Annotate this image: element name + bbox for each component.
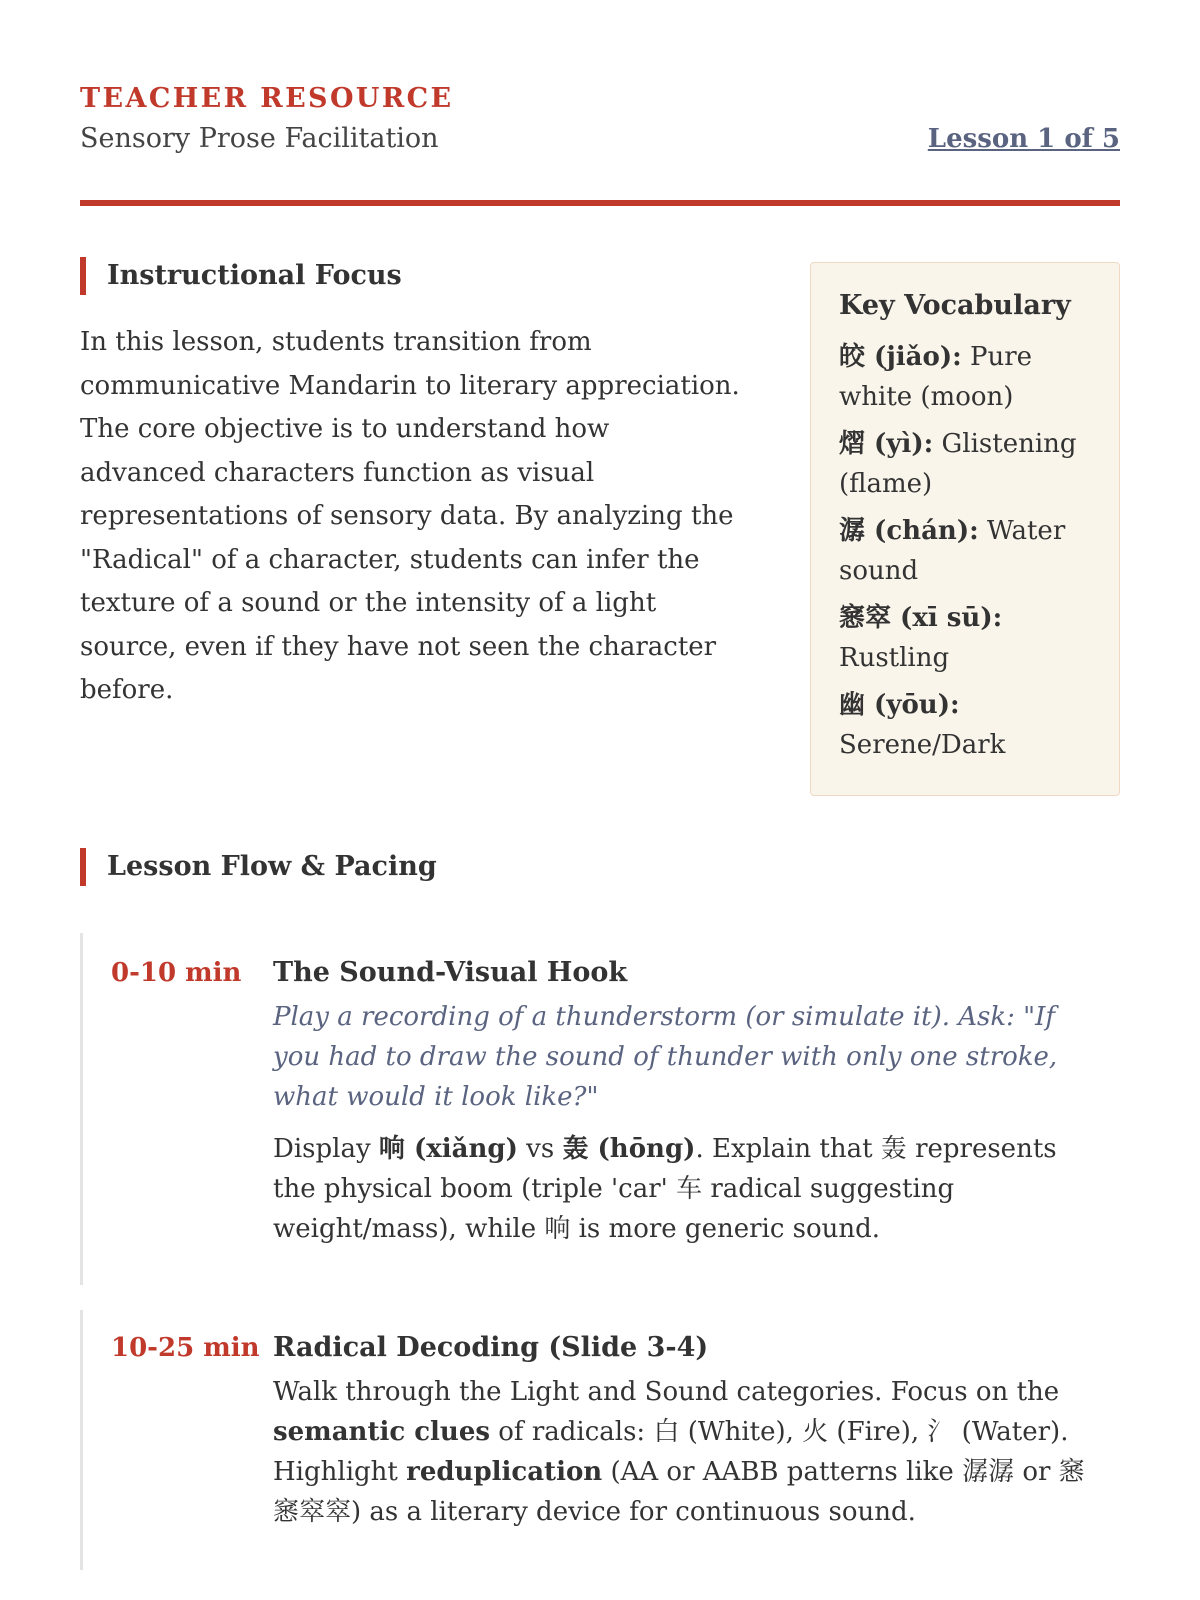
instructional-focus-heading: Instructional Focus xyxy=(80,257,402,295)
lesson-progress-link[interactable]: Lesson 1 of 5 xyxy=(927,124,1120,154)
vocab-meaning: Glistening (flame) xyxy=(839,429,1077,499)
step-description: Walk through the Light and Sound categories. Focus on the semantic clues of radicals: 白 (White), 火 (Fire), 氵 (Water). Highlight reduplication (AA or AABB patterns like 潺潺 or 窸窸窣窣) as a literary device for continuous sound. xyxy=(273,1377,1085,1527)
step-body xyxy=(273,1328,1093,1532)
step-title: Radical Decoding (Slide 3-4) xyxy=(273,1332,709,1363)
vocabulary-title: Key Vocabulary xyxy=(839,290,1071,321)
step-time: 10-25 min xyxy=(111,1333,260,1363)
vocab-item xyxy=(839,511,1091,591)
resource-eyebrow: TEACHER RESOURCE xyxy=(80,83,454,114)
header-divider xyxy=(80,200,1120,206)
vocab-meaning: Serene/Dark xyxy=(839,730,1006,760)
vocab-term: 窸窣 (xī sū): xyxy=(839,603,1003,633)
vocab-item xyxy=(839,598,1091,678)
vocab-item xyxy=(839,337,1091,417)
step-title: The Sound-Visual Hook xyxy=(273,957,628,988)
page-subtitle: Sensory Prose Facilitation xyxy=(80,123,439,154)
instructional-focus-body: In this lesson, students transition from communicative Mandarin to literary appreciation. The core objective is to understand how advanced characters function as visual representations of sensory data. By analyzing the "Radical" of a character, students can infer the texture of a sound or the intensity of a light source, even if they have not seen the character before. xyxy=(80,327,740,705)
vocab-term: 熠 (yì): xyxy=(839,429,934,459)
step-description: Display 响 (xiǎng) vs 轰 (hōng). Explain that 轰 represents the physical boom (triple 'car' 车 radical suggesting weight/mass), while 响 is more generic sound. xyxy=(273,1134,1057,1244)
step-body xyxy=(273,953,1093,1249)
flow-step xyxy=(80,1310,1120,1570)
vocab-item xyxy=(839,424,1091,504)
vocab-term: 幽 (yōu): xyxy=(839,690,960,720)
vocab-meaning: Water sound xyxy=(839,516,1066,586)
vocab-term: 皎 (jiǎo): xyxy=(839,342,962,372)
step-time: 0-10 min xyxy=(111,958,242,988)
step-prompt-quote: Play a recording of a thunderstorm (or simulate it). Ask: "If you had to draw the sound of thunder with only one stroke, what would it look like?" xyxy=(273,1002,1058,1112)
vocab-term: 潺 (chán): xyxy=(839,516,979,546)
vocab-meaning: Rustling xyxy=(839,643,950,673)
lesson-flow-heading: Lesson Flow & Pacing xyxy=(80,848,437,886)
flow-step xyxy=(80,933,1120,1285)
key-vocabulary-card xyxy=(810,262,1120,796)
vocab-meaning: Pure white (moon) xyxy=(839,342,1033,412)
vocab-item xyxy=(839,685,1091,765)
page-header xyxy=(80,82,1120,156)
